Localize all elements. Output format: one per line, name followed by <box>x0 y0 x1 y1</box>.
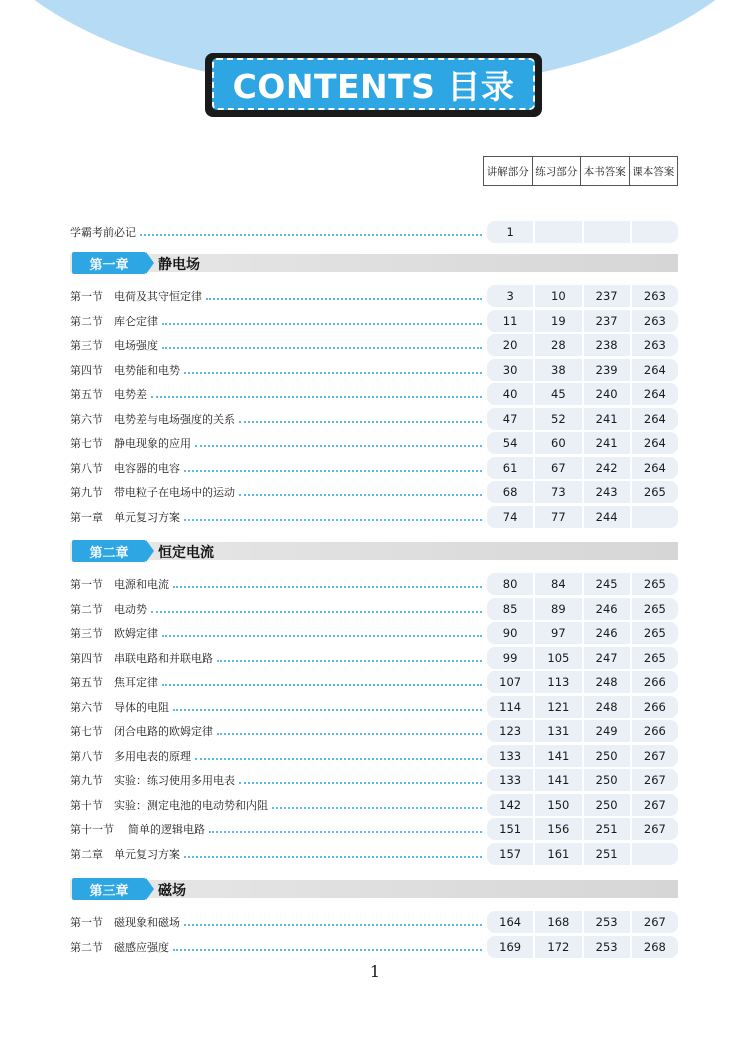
section-name: 闭合电路的欧姆定律 <box>114 725 213 738</box>
page-cell: 19 <box>535 310 581 332</box>
page-cell: 242 <box>584 457 630 479</box>
page-cell: 240 <box>584 383 630 405</box>
section-name: 电场强度 <box>114 339 158 352</box>
toc-entry-label <box>70 821 207 837</box>
toc-entry-label <box>70 484 237 500</box>
page-cell: 150 <box>535 794 581 816</box>
toc-entry-label <box>70 386 149 402</box>
section-name: 单元复习方案 <box>114 510 180 524</box>
toc-entry[interactable] <box>70 334 678 356</box>
page-cell: 263 <box>632 285 678 307</box>
chapter-tag: 第一章 <box>72 252 146 274</box>
toc-entry[interactable] <box>70 843 678 865</box>
section-name: 实验：练习使用多用电表 <box>114 774 235 787</box>
toc-entry-label <box>70 914 182 930</box>
chapter-header[interactable] <box>70 252 678 274</box>
toc-entry-label <box>70 625 160 641</box>
toc-entry-label <box>70 797 270 813</box>
toc-entry-label <box>70 460 182 476</box>
page-number-cells <box>487 745 678 767</box>
dot-leader <box>206 298 482 300</box>
toc-entry-label <box>70 362 182 378</box>
dot-leader <box>184 519 482 521</box>
page-cell: 97 <box>535 622 581 644</box>
section-number: 第二节 <box>70 314 103 328</box>
page-cell: 264 <box>632 457 678 479</box>
page-cell: 267 <box>632 769 678 791</box>
dot-leader <box>162 347 482 349</box>
section-name: 带电粒子在电场中的运动 <box>114 486 235 499</box>
toc-entry[interactable] <box>70 457 678 479</box>
page-cell: 168 <box>535 911 581 933</box>
toc-entry[interactable] <box>70 696 678 718</box>
toc-entry[interactable] <box>70 769 678 791</box>
section-number: 第一章 <box>70 510 103 524</box>
toc-entry-label <box>70 313 160 329</box>
page-cell: 263 <box>632 310 678 332</box>
page-cell: 73 <box>535 481 581 503</box>
section-number: 第七节 <box>70 725 103 738</box>
page-number-cells <box>487 221 678 243</box>
toc-entry-label <box>70 576 171 592</box>
page-number-cells <box>487 911 678 933</box>
page-cell: 40 <box>487 383 533 405</box>
section-number: 第八节 <box>70 461 103 475</box>
page-cell: 265 <box>632 481 678 503</box>
section-number: 第二节 <box>70 602 103 616</box>
toc-entry-label <box>70 337 160 353</box>
toc-entry[interactable] <box>70 720 678 742</box>
dot-leader <box>151 396 482 398</box>
page-number-cells <box>487 696 678 718</box>
page-cell: 133 <box>487 769 533 791</box>
toc-entry-label <box>70 846 182 862</box>
chapter-tag: 第二章 <box>72 540 146 562</box>
page-cell: 30 <box>487 359 533 381</box>
toc-entry-label <box>70 435 193 451</box>
section-number: 第十节 <box>70 798 103 812</box>
page-cell: 1 <box>487 221 533 243</box>
toc-entry[interactable] <box>70 408 678 430</box>
page-cell: 266 <box>632 720 678 742</box>
toc-entry[interactable] <box>70 432 678 454</box>
page-number-cells <box>487 310 678 332</box>
dot-leader <box>272 807 482 809</box>
page-cell: 253 <box>584 911 630 933</box>
section-number: 第一节 <box>70 916 103 929</box>
page-cell: 20 <box>487 334 533 356</box>
page-cell: 107 <box>487 671 533 693</box>
page-cell: 245 <box>584 573 630 595</box>
page-cell: 264 <box>632 383 678 405</box>
section-name: 电动势 <box>114 602 147 616</box>
section-name: 电势能和电势 <box>114 363 180 377</box>
page-cell: 11 <box>487 310 533 332</box>
page-cell: 248 <box>584 671 630 693</box>
page-cell: 113 <box>535 671 581 693</box>
toc-entry-label <box>70 650 215 666</box>
section-name: 静电现象的应用 <box>114 437 191 450</box>
page-cell: 54 <box>487 432 533 454</box>
dot-leader <box>184 470 482 472</box>
section-number: 第六节 <box>70 412 103 426</box>
page-cell: 142 <box>487 794 533 816</box>
page-cell <box>632 221 678 243</box>
page-cell: 84 <box>535 573 581 595</box>
page-cell: 61 <box>487 457 533 479</box>
page-number-cells <box>487 383 678 405</box>
page-cell: 161 <box>535 843 581 865</box>
section-name: 磁感应强度 <box>114 940 169 954</box>
page-cell: 266 <box>632 696 678 718</box>
page-cell: 164 <box>487 911 533 933</box>
page-cell: 267 <box>632 911 678 933</box>
section-number: 第九节 <box>70 486 103 499</box>
page-cell: 264 <box>632 432 678 454</box>
page-number-cells <box>487 506 678 528</box>
page-cell: 246 <box>584 598 630 620</box>
page-cell: 247 <box>584 647 630 669</box>
toc-entry[interactable] <box>70 936 678 958</box>
toc-entry-label <box>70 748 193 764</box>
toc-entry[interactable] <box>70 818 678 840</box>
page-cell: 47 <box>487 408 533 430</box>
page-cell: 74 <box>487 506 533 528</box>
page-cell: 263 <box>632 334 678 356</box>
page-cell: 241 <box>584 432 630 454</box>
toc-entry[interactable] <box>70 359 678 381</box>
page-cell: 267 <box>632 794 678 816</box>
page-cell: 250 <box>584 745 630 767</box>
page-cell: 264 <box>632 359 678 381</box>
page-cell <box>584 221 630 243</box>
toc-entry[interactable] <box>70 671 678 693</box>
section-name: 焦耳定律 <box>114 676 158 689</box>
section-number: 第二节 <box>70 940 103 954</box>
page-number-cells <box>487 432 678 454</box>
section-name: 导体的电阻 <box>114 700 169 714</box>
page-number-cells <box>487 936 678 958</box>
page-cell: 77 <box>535 506 581 528</box>
page-number-cells <box>487 843 678 865</box>
section-number: 第五节 <box>70 676 103 689</box>
section-name: 磁现象和磁场 <box>114 916 180 929</box>
page-cell <box>632 506 678 528</box>
page-number-cells <box>487 573 678 595</box>
page-cell: 237 <box>584 285 630 307</box>
page-cell: 243 <box>584 481 630 503</box>
page-number-cells <box>487 481 678 503</box>
dot-leader <box>184 924 482 926</box>
toc-entry-label <box>70 674 160 690</box>
dot-leader <box>184 372 482 374</box>
page-cell: 265 <box>632 598 678 620</box>
page-cell: 80 <box>487 573 533 595</box>
section-number: 第四节 <box>70 651 103 665</box>
page-cell: 265 <box>632 573 678 595</box>
section-number: 第三节 <box>70 339 103 352</box>
page-cell: 156 <box>535 818 581 840</box>
toc-entry[interactable] <box>70 506 678 528</box>
toc-entry-label <box>70 699 171 715</box>
contents-banner <box>205 53 542 117</box>
chapter-title: 静电场 <box>158 257 200 273</box>
page-cell: 251 <box>584 843 630 865</box>
dot-leader <box>195 445 482 447</box>
section-name: 电容器的电容 <box>114 461 180 475</box>
toc-entry-label <box>70 601 149 617</box>
page-cell: 114 <box>487 696 533 718</box>
toc-entry[interactable] <box>70 745 678 767</box>
section-name: 单元复习方案 <box>114 847 180 861</box>
page-cell: 248 <box>584 696 630 718</box>
page-cell: 141 <box>535 745 581 767</box>
section-number: 第四节 <box>70 363 103 377</box>
toc-entry-label <box>70 772 237 788</box>
page-number-cells <box>487 408 678 430</box>
chapter-header[interactable] <box>70 878 678 900</box>
toc-entry[interactable] <box>70 622 678 644</box>
page-cell: 67 <box>535 457 581 479</box>
section-number: 第一节 <box>70 578 103 591</box>
page-cell: 28 <box>535 334 581 356</box>
section-number: 第五节 <box>70 388 103 401</box>
section-name: 电荷及其守恒定律 <box>114 290 202 303</box>
page-cell: 246 <box>584 622 630 644</box>
page-cell: 131 <box>535 720 581 742</box>
contents-banner-inner <box>212 58 535 110</box>
page-cell: 266 <box>632 671 678 693</box>
page-cell: 251 <box>584 818 630 840</box>
page-cell: 249 <box>584 720 630 742</box>
page-cell: 172 <box>535 936 581 958</box>
page-cell: 68 <box>487 481 533 503</box>
dot-leader <box>162 635 482 637</box>
toc-entry-label <box>70 939 171 955</box>
section-name: 简单的逻辑电路 <box>128 823 205 836</box>
page-cell: 105 <box>535 647 581 669</box>
page-cell: 265 <box>632 647 678 669</box>
toc-entry[interactable] <box>70 647 678 669</box>
page-cell: 133 <box>487 745 533 767</box>
page-cell: 157 <box>487 843 533 865</box>
page-cell: 169 <box>487 936 533 958</box>
page-cell: 38 <box>535 359 581 381</box>
toc-entry-label <box>70 288 204 304</box>
dot-leader <box>209 831 482 833</box>
section-name: 电源和电流 <box>114 578 169 591</box>
page-cell: 237 <box>584 310 630 332</box>
page-cell: 238 <box>584 334 630 356</box>
page-number-cells <box>487 671 678 693</box>
page-cell <box>535 221 581 243</box>
page-cell: 123 <box>487 720 533 742</box>
section-number: 第六节 <box>70 700 103 714</box>
dot-leader <box>162 323 482 325</box>
dot-leader <box>217 733 482 735</box>
section-number: 第十一节 <box>70 823 114 836</box>
page-cell: 52 <box>535 408 581 430</box>
section-name: 电势差与电场强度的关系 <box>114 412 235 426</box>
dot-leader <box>239 782 482 784</box>
section-number: 第一节 <box>70 290 103 303</box>
chapter-header[interactable] <box>70 540 678 562</box>
toc-entry[interactable] <box>70 383 678 405</box>
page-number-cells <box>487 598 678 620</box>
page-number-cells <box>487 769 678 791</box>
toc-entry-label <box>70 411 237 427</box>
page-cell: 85 <box>487 598 533 620</box>
column-header-lecture: 讲解部分 <box>483 156 532 186</box>
page-number-cells <box>487 334 678 356</box>
section-name: 欧姆定律 <box>114 627 158 640</box>
page-cell: 265 <box>632 622 678 644</box>
page-number-cells <box>487 794 678 816</box>
contents-title: CONTENTS 目录 <box>232 66 515 106</box>
section-name: 库仑定律 <box>114 314 158 328</box>
section-number: 第八节 <box>70 749 103 763</box>
page-cell: 3 <box>487 285 533 307</box>
page-cell: 253 <box>584 936 630 958</box>
toc-entry[interactable] <box>70 794 678 816</box>
column-header-book-answers: 本书答案 <box>580 156 629 186</box>
section-number: 第九节 <box>70 774 103 787</box>
dot-leader <box>217 660 482 662</box>
page-cell: 241 <box>584 408 630 430</box>
toc-entry-label <box>70 723 215 739</box>
toc-entry[interactable] <box>70 573 678 595</box>
toc-entry[interactable] <box>70 481 678 503</box>
dot-leader <box>151 611 482 613</box>
page-cell: 60 <box>535 432 581 454</box>
dot-leader <box>140 234 482 236</box>
dot-leader <box>173 949 482 951</box>
page-number: 1 <box>369 962 381 981</box>
page-cell: 121 <box>535 696 581 718</box>
chapter-tag: 第三章 <box>72 878 146 900</box>
toc-entry-label <box>70 509 182 525</box>
page-number-cells <box>487 818 678 840</box>
toc-entry[interactable] <box>70 285 678 307</box>
dot-leader <box>173 709 482 711</box>
toc-entry[interactable] <box>70 911 678 933</box>
page-number-cells <box>487 647 678 669</box>
chapter-title: 磁场 <box>158 883 186 899</box>
page-cell: 244 <box>584 506 630 528</box>
section-name: 多用电表的原理 <box>114 749 191 763</box>
toc-entry[interactable] <box>70 598 678 620</box>
page-cell: 45 <box>535 383 581 405</box>
chapter-title: 恒定电流 <box>158 545 214 561</box>
section-number: 第二章 <box>70 847 103 861</box>
intro-label: 学霸考前必记 <box>70 226 136 239</box>
page-cell: 239 <box>584 359 630 381</box>
page-number-cells <box>487 285 678 307</box>
toc-entry[interactable] <box>70 310 678 332</box>
page-cell: 90 <box>487 622 533 644</box>
page-cell: 250 <box>584 769 630 791</box>
page-cell: 267 <box>632 745 678 767</box>
dot-leader <box>162 684 482 686</box>
section-name: 实验：测定电池的电动势和内阻 <box>114 798 268 812</box>
dot-leader <box>184 856 482 858</box>
page-cell: 89 <box>535 598 581 620</box>
page-number-cells <box>487 359 678 381</box>
dot-leader <box>173 586 482 588</box>
column-header-textbook-answers: 课本答案 <box>629 156 679 186</box>
page-cell <box>632 843 678 865</box>
dot-leader <box>195 758 482 760</box>
column-headers <box>483 156 678 186</box>
toc-entry[interactable] <box>70 221 678 243</box>
page-cell: 267 <box>632 818 678 840</box>
page-number-cells <box>487 720 678 742</box>
page-cell: 264 <box>632 408 678 430</box>
section-name: 电势差 <box>114 388 147 401</box>
section-name: 串联电路和并联电路 <box>114 651 213 665</box>
page-cell: 10 <box>535 285 581 307</box>
page-cell: 268 <box>632 936 678 958</box>
page-number-cells <box>487 622 678 644</box>
section-number: 第三节 <box>70 627 103 640</box>
dot-leader <box>239 494 482 496</box>
dot-leader <box>239 421 482 423</box>
toc-entry-label <box>70 224 138 240</box>
section-number: 第七节 <box>70 437 103 450</box>
page-cell: 99 <box>487 647 533 669</box>
page-cell: 250 <box>584 794 630 816</box>
page-number-cells <box>487 457 678 479</box>
column-header-practice: 练习部分 <box>532 156 581 186</box>
page-cell: 151 <box>487 818 533 840</box>
page-cell: 141 <box>535 769 581 791</box>
